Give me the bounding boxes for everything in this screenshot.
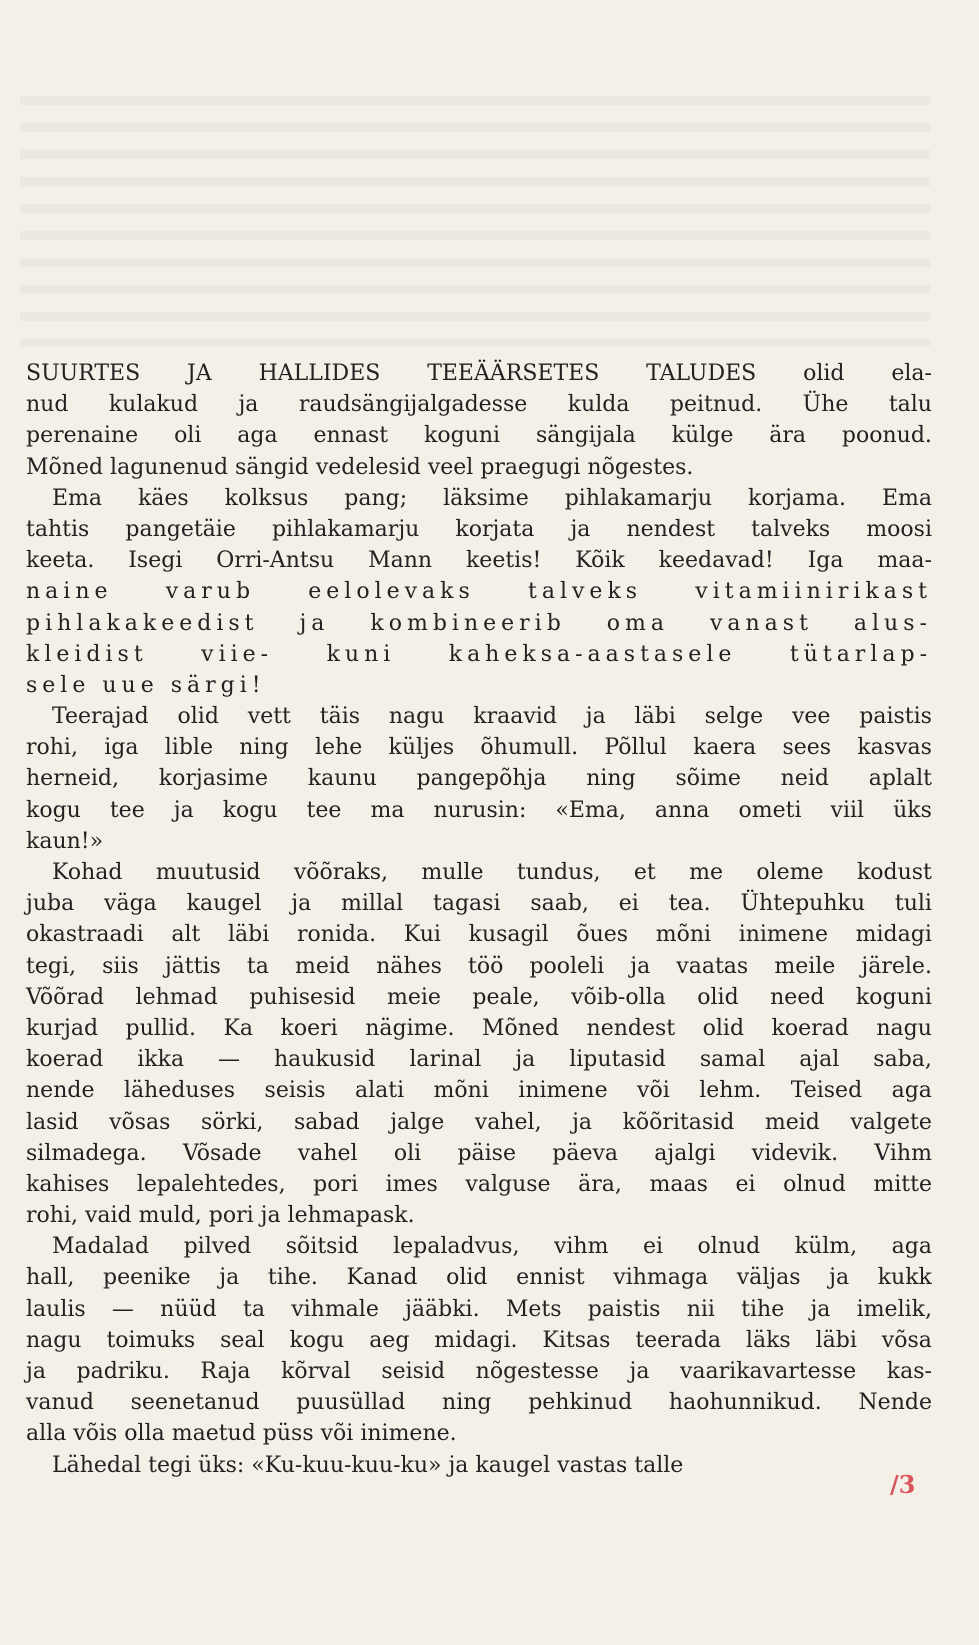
text-line: perenaine oli aga ennast koguni sängijala külge ära poonud.: [26, 423, 932, 449]
text-line: nende läheduses seisis alati mõni inimene või lehm. Teised aga: [26, 1078, 932, 1104]
text-line: kahises lepalehtedes, pori imes valguse ära, maas ei olnud mitte: [26, 1171, 932, 1197]
text-line: tegi, siis jättis ta meid nähes töö pooleli ja vaatas meile järele.: [26, 953, 932, 979]
text-line: lasid võsas sörki, sabad jalge vahel, ja kõõritasid meid valgete: [26, 1109, 932, 1135]
text-line: rohi, iga lible ning lehe küljes õhumull. Põllul kaera sees kasvas: [26, 735, 932, 761]
text-line: kaun!»: [26, 828, 104, 854]
text-line: naine varub eelolevaks talveks vitamiinirikast: [26, 579, 932, 605]
text-line: Ema käes kolksus pang; läksime pihlakamarju korjama. Ema: [52, 485, 932, 511]
text-line: pihlakakeedist ja kombineerib oma vanast alus-: [26, 610, 932, 636]
text-line: silmadega. Võsade vahel oli päise päeva ajalgi videvik. Vihm: [26, 1140, 932, 1166]
text-line: SUURTES JA HALLIDES TEEÄÄRSETES TALUDES olid ela-: [26, 361, 932, 386]
text-line: keeta. Isegi Orri-Antsu Mann keetis! Kõik keedavad! Iga maa-: [26, 548, 932, 574]
text-line: juba väga kaugel ja millal tagasi saab, ei tea. Ühtepuhku tuli: [26, 891, 932, 917]
text-line: rohi, vaid muld, pori ja lehmapask.: [26, 1203, 415, 1229]
body-text: [26, 358, 932, 1481]
text-line: nagu toimuks seal kogu aeg midagi. Kitsas teerada läks läbi võsa: [26, 1327, 932, 1353]
text-line: tahtis pangetäie pihlakamarju korjata ja nendest talveks moosi: [26, 516, 932, 542]
text-line: kleidist viie- kuni kaheksa-aastasele tütarlap-: [26, 641, 932, 667]
text-line: alla võis olla maetud püss või inimene.: [26, 1421, 457, 1447]
text-line: Teerajad olid vett täis nagu kraavid ja läbi selge vee paistis: [52, 704, 932, 730]
text-line: Lähedal tegi üks: «Ku-kuu-kuu-ku» ja kaugel vastas talle: [52, 1452, 684, 1478]
text-line: Mõned lagunenud sängid vedelesid veel praegugi nõgestes.: [26, 454, 694, 480]
text-line: laulis — nüüd ta vihmale jääbki. Mets paistis nii tihe ja imelik,: [26, 1296, 932, 1322]
page-number: /3: [890, 1470, 916, 1499]
bleed-through-text: [20, 96, 930, 346]
text-line: Kohad muutusid võõraks, mulle tundus, et me oleme kodust: [52, 860, 932, 885]
text-line: Madalad pilved sõitsid lepaladvus, vihm ei olnud külm, aga: [52, 1234, 932, 1260]
text-line: okastraadi alt läbi ronida. Kui kusagil õues mõni inimene midagi: [26, 922, 932, 948]
text-line: nud kulakud ja raudsängijalgadesse kulda peitnud. Ühe talu: [26, 392, 932, 418]
text-line: herneid, korjasime kaunu pangepõhja ning sõime neid aplalt: [26, 766, 932, 792]
text-line: koerad ikka — haukusid larinal ja liputasid samal ajal saba,: [26, 1047, 932, 1073]
text-line: kurjad pullid. Ka koeri nägime. Mõned nendest olid koerad nagu: [26, 1015, 932, 1041]
text-line: kogu tee ja kogu tee ma nurusin: «Ema, anna ometi viil üks: [26, 797, 932, 823]
text-line: hall, peenike ja tihe. Kanad olid ennist vihmaga väljas ja kukk: [26, 1265, 932, 1291]
text-line: vanud seenetanud puusüllad ning pehkinud haohunnikud. Nende: [26, 1390, 932, 1416]
text-line: ja padriku. Raja kõrval seisid nõgestesse ja vaarikavartesse kas-: [26, 1359, 932, 1384]
text-line: Võõrad lehmad puhisesid meie peale, võib-olla olid need koguni: [26, 984, 932, 1010]
text-line: sele uue särgi!: [26, 672, 266, 698]
